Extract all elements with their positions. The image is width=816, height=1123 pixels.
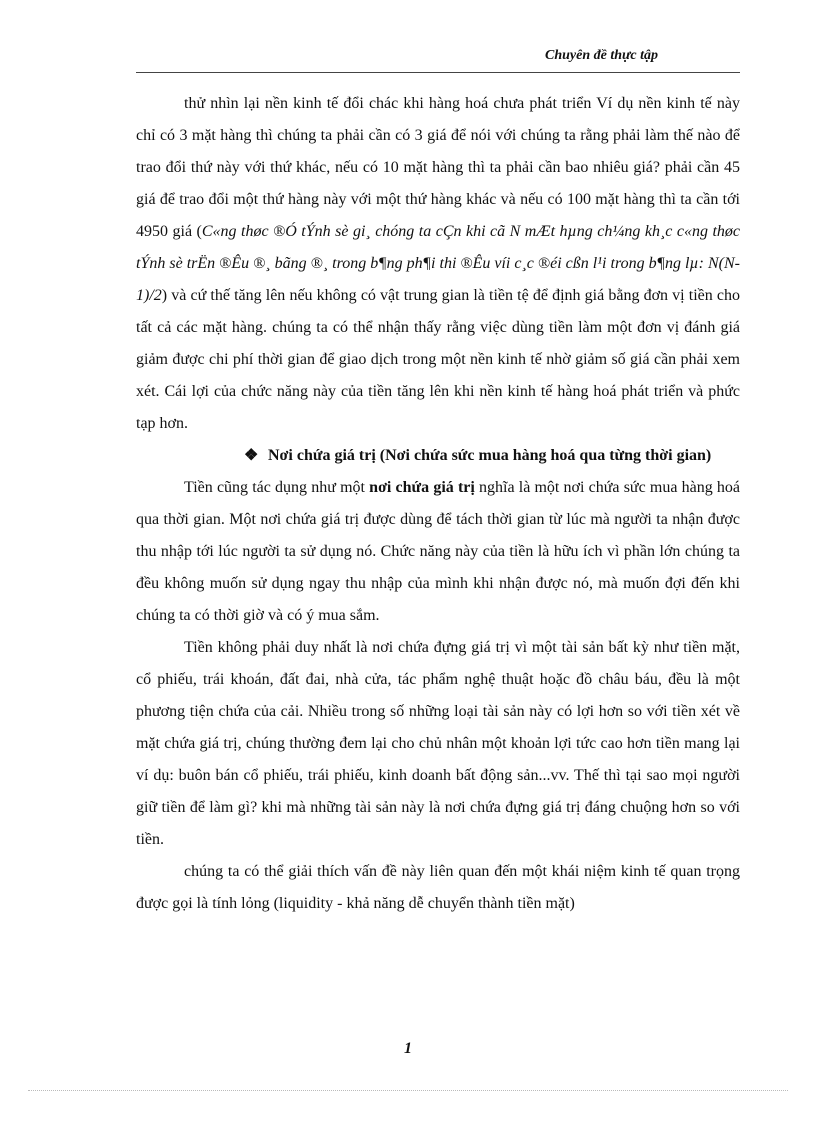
paragraph-3: Tiền không phải duy nhất là nơi chứa đựng giá trị vì một tài sản bất kỳ như tiền mặt, cổ phiếu, trái khoán, đất đai, nhà cửa, tác phẩm nghệ thuật hoặc đồ châu báu, đều là một phương tiện chứa của cải. Nhiều trong số những loại tài sản này có lợi hơn so với tiền xét về mặt chứa giá trị, chúng thường đem lại cho chủ nhân một khoản lợi tức cao hơn tiền mang lại ví dụ: buôn bán cổ phiếu, trái phiếu, kinh doanh bất động sản...vv. Thế thì tại sao mọi người giữ tiền để làm gì? khi mà những tài sản này là nơi chứa đựng giá trị đáng chuộng hơn so với tiền.: [136, 639, 740, 848]
page-number: 1: [404, 1040, 412, 1057]
page-header: [0, 48, 816, 70]
header-title: Chuyên đề thực tập: [544, 48, 658, 63]
section-heading-text: Nơi chứa giá trị (Nơi chứa sức mua hàng hoá qua từng thời gian): [268, 447, 712, 464]
paragraph-1-text-end: ) và cứ thế tăng lên nếu không có vật trung gian là tiền tệ để định giá bằng đơn vị tiền cho tất cả các mặt hàng. chúng ta có thể nhận thấy rằng việc dùng tiền làm một đơn vị đánh giá giảm được chi phí thời gian để giao dịch trong một nền kinh tế nhờ giảm số giá cần phải xem xét. Cái lợi của chức năng này của tiền tăng lên khi nền kinh tế hàng hoá phát triển và phức tạp hơn.: [136, 287, 740, 432]
paragraph-2: [136, 472, 740, 632]
section-heading: [136, 440, 740, 472]
paragraph-2-text-end: nghĩa là một nơi chứa sức mua hàng hoá qua thời gian. Một nơi chứa giá trị được dùng để tách thời gian từ lúc mà người ta nhận được thu nhập tới lúc người ta sử dụng nó. Chức năng này của tiền là hữu ích vì phần lớn chúng ta đều không muốn sử dụng ngay thu nhập của mình khi nhận được nó, mà muốn đợi đến khi chúng ta có thời giờ và có ý mua sắm.: [136, 479, 741, 624]
paragraph-1: [136, 88, 740, 440]
paragraph-2-bold-term: nơi chứa giá trị: [369, 479, 475, 496]
paragraph-2-text: Tiền cũng tác dụng như một: [184, 479, 370, 496]
paragraph-1-text: thử nhìn lại nền kinh tế đổi chác khi hàng hoá chưa phát triển Ví dụ nền kinh tế này chỉ có 3 mặt hàng thì chúng ta phải cần có 3 giá để nói với chúng ta rằng phải làm thế nào để trao đổi thứ này với thứ khác, nếu có 10 mặt hàng thì ta phải cần bao nhiêu giá? phải cần 45 giá để trao đổi một thứ hàng này với một thứ hàng khác và nếu có 100 mặt hàng thì ta cần tới 4950 giá (: [136, 95, 740, 240]
footer-divider: [28, 1090, 788, 1091]
paragraph-1-formula-note: C«ng thøc ®Ó tÝnh sè gi¸ chóng ta cÇn khi cã N mÆt hµng ch¼ng kh¸c c«ng thøc tÝnh sè trËn ®Êu ®¸ bãng ®¸ trong b¶ng ph¶i thi ®Êu víi c¸c ®éi cßn l¹i trong b¶ng lµ: N(N-1)/2: [136, 223, 741, 304]
document-body: [136, 88, 740, 920]
header-rule: [136, 72, 740, 73]
paragraph-4: chúng ta có thể giải thích vấn đề này liên quan đến một khái niệm kinh tế quan trọng được gọi là tính lỏng (liquidity - khả năng dễ chuyển thành tiền mặt): [136, 863, 740, 912]
diamond-bullet-icon: ❖: [244, 447, 259, 464]
